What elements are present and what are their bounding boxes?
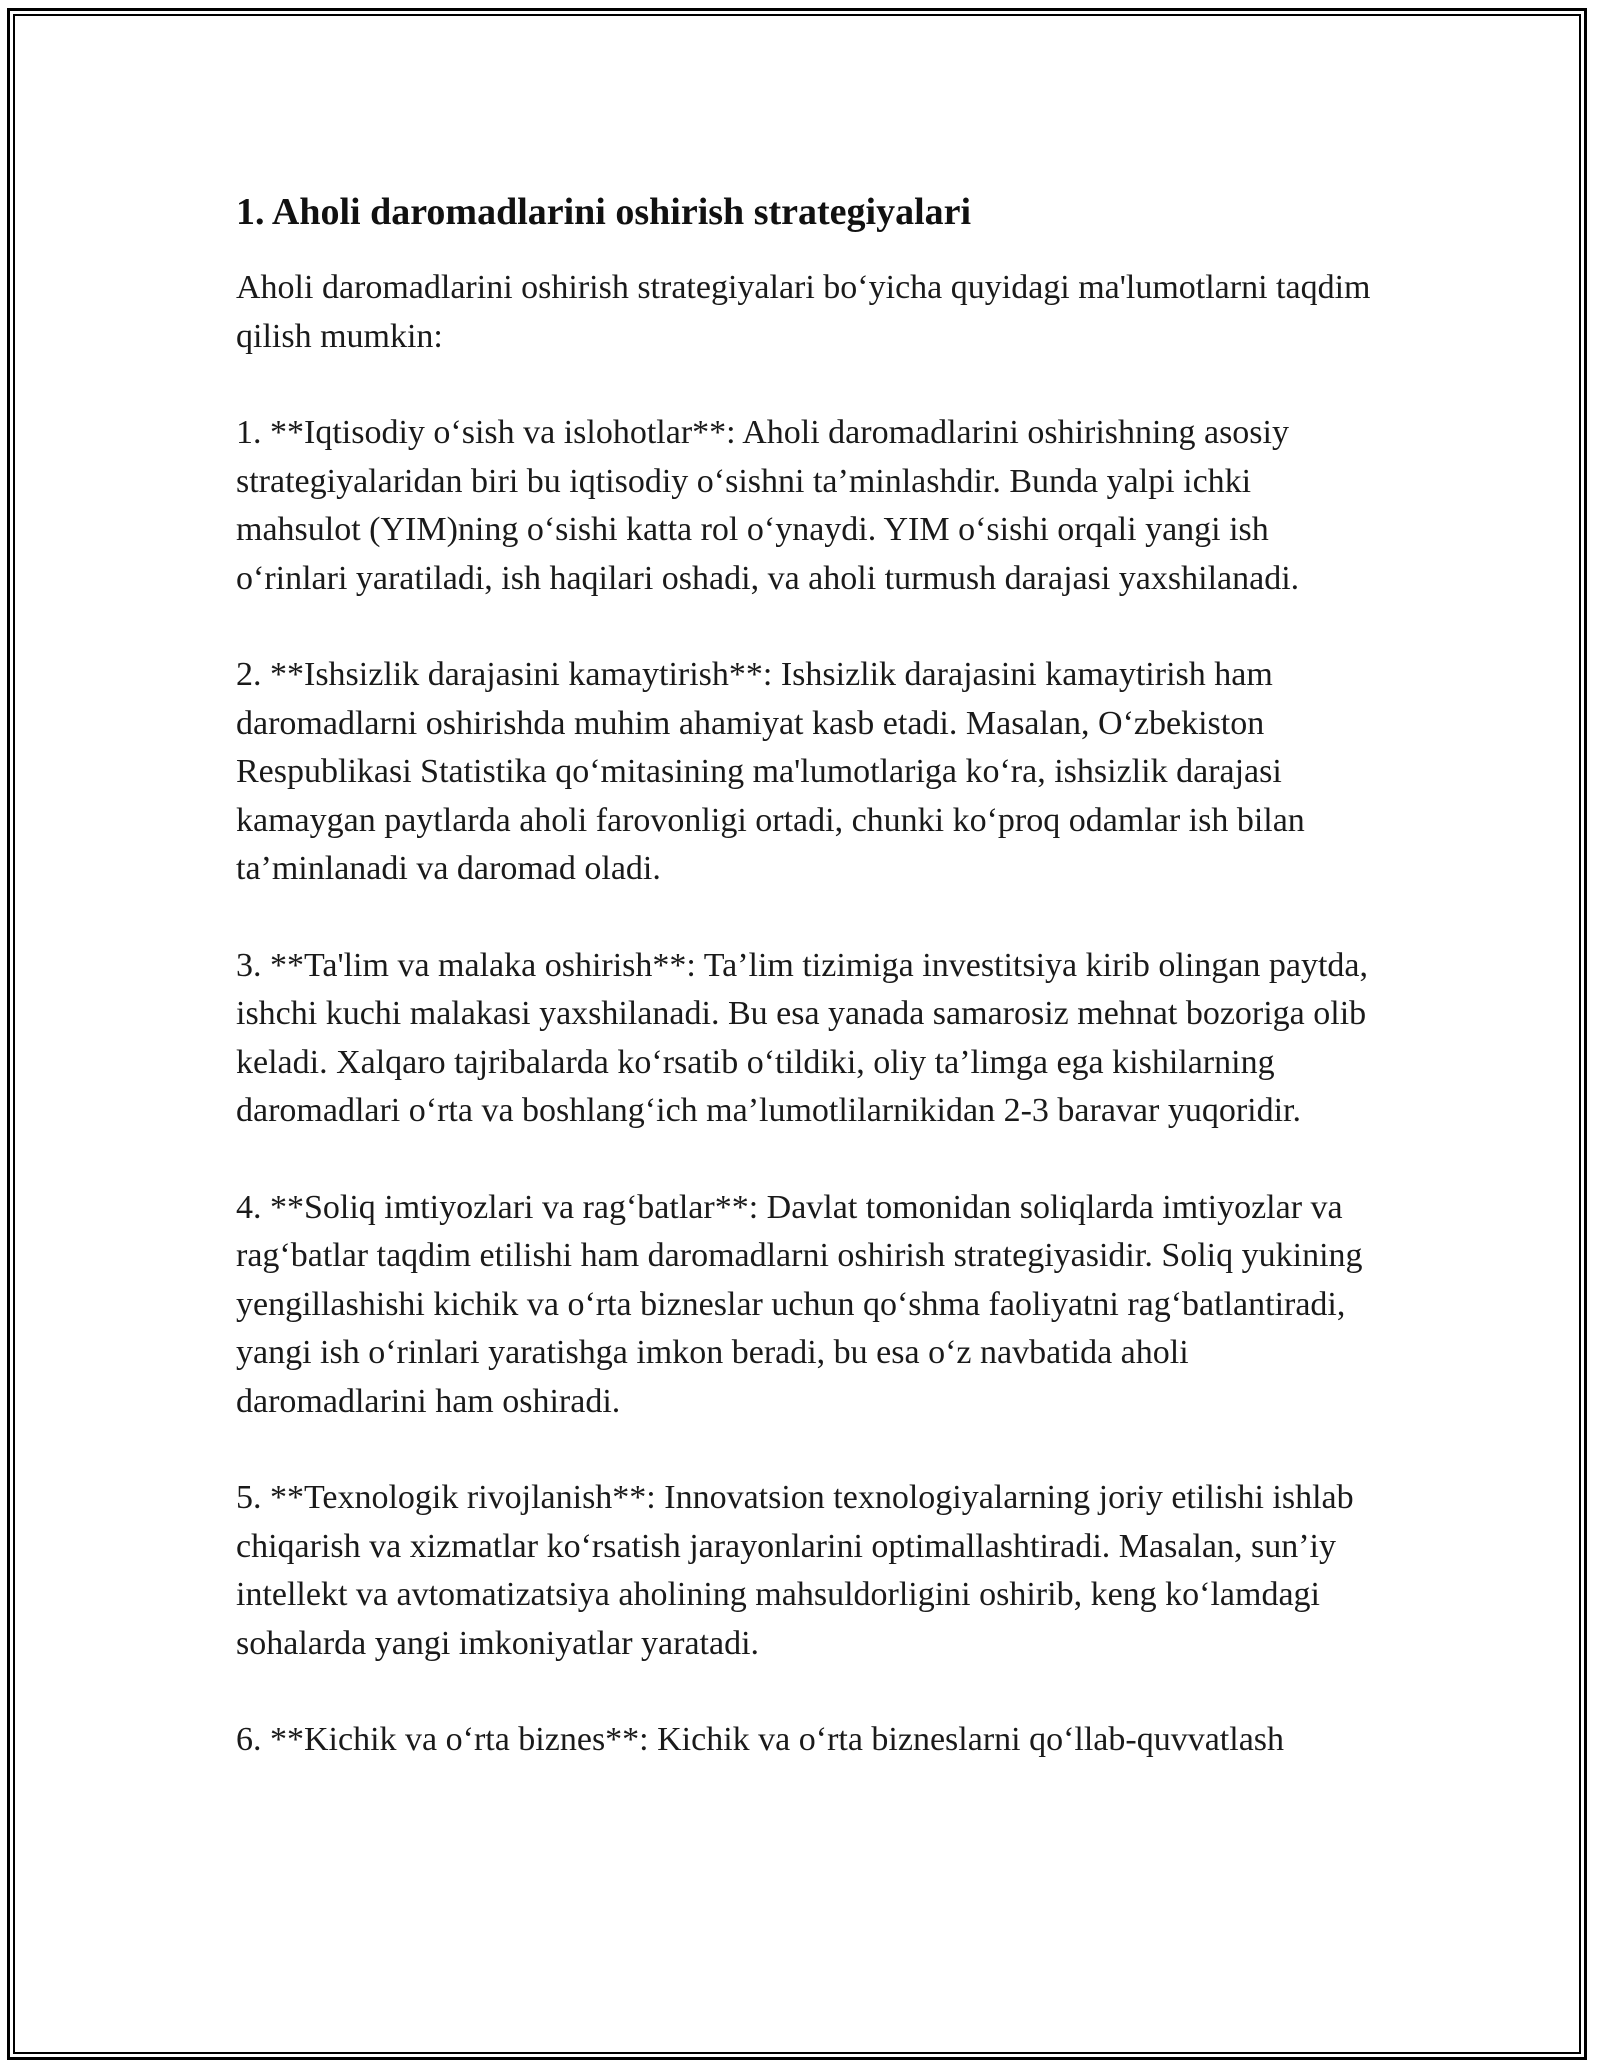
paragraph-5: 5. **Texnologik rivojlanish**: Innovatsion texnologiyalarning joriy etilishi ishlab chiqarish va xizmatlar ko‘rsatish jarayonlarini optimallashtiradi. Masalan, sun’iy intellekt va avtomatizatsiya aholining mahsuldorligini oshirib, keng ko‘lamdagi sohalarda yangi imkoniyatlar yaratadi. <box>236 1479 1354 1662</box>
page-title: 1. Aholi daromadlarini oshirish strategiyalari <box>236 191 972 233</box>
paragraph-1: 1. **Iqtisodiy o‘sish va islohotlar**: Aholi daromadlarini oshirishning asosiy strategiyalaridan biri bu iqtisodiy o‘sishni ta’minlashdir. Bunda yalpi ichki mahsulot (YIM)ning o‘sishi katta rol o‘ynaydi. YIM o‘sishi orqali yangi ish o‘rinlari yaratiladi, ish haqilari oshadi, va aholi turmush darajasi yaxshilanadi. <box>236 414 1300 597</box>
document-body <box>236 186 1376 1813</box>
intro-paragraph: Aholi daromadlarini oshirish strategiyalari bo‘yicha quyidagi ma'lumotlarni taqdim qilish mumkin: <box>236 269 1371 355</box>
paragraph-2: 2. **Ishsizlik darajasini kamaytirish**: Ishsizlik darajasini kamaytirish ham daromadlarni oshirishda muhim ahamiyat kasb etadi. Masalan, O‘zbekiston Respublikasi Statistika qo‘mitasining ma'lumotlariga ko‘ra, ishsizlik darajasi kamaygan paytlarda aholi farovonligi ortadi, chunki ko‘proq odamlar ish bilan ta’minlanadi va daromad oladi. <box>236 656 1305 887</box>
paragraph-3: 3. **Ta'lim va malaka oshirish**: Ta’lim tizimiga investitsiya kirib olingan paytda, ishchi kuchi malakasi yaxshilanadi. Bu esa yanada samarosiz mehnat bozoriga olib keladi. Xalqaro tajribalarda ko‘rsatib o‘tildiki, oliy ta’limga ega kishilarning daromadlari o‘rta va boshlang‘ich ma’lumotlilarnikidan 2-3 baravar yuqoridir. <box>236 946 1368 1129</box>
paragraph-4: 4. **Soliq imtiyozlari va rag‘batlar**: Davlat tomonidan soliqlarda imtiyozlar va rag‘batlar taqdim etilishi ham daromadlarni oshirish strategiyasidir. Soliq yukining yengillashishi kichik va o‘rta bizneslar uchun qo‘shma faoliyatni rag‘batlantiradi, yangi ish o‘rinlari yaratishga imkon beradi, bu esa o‘z navbatida aholi daromadlarini ham oshiradi. <box>236 1188 1363 1420</box>
paragraph-6: 6. **Kichik va o‘rta biznes**: Kichik va o‘rta bizneslarni qo‘llab-quvvatlash <box>236 1721 1285 1758</box>
